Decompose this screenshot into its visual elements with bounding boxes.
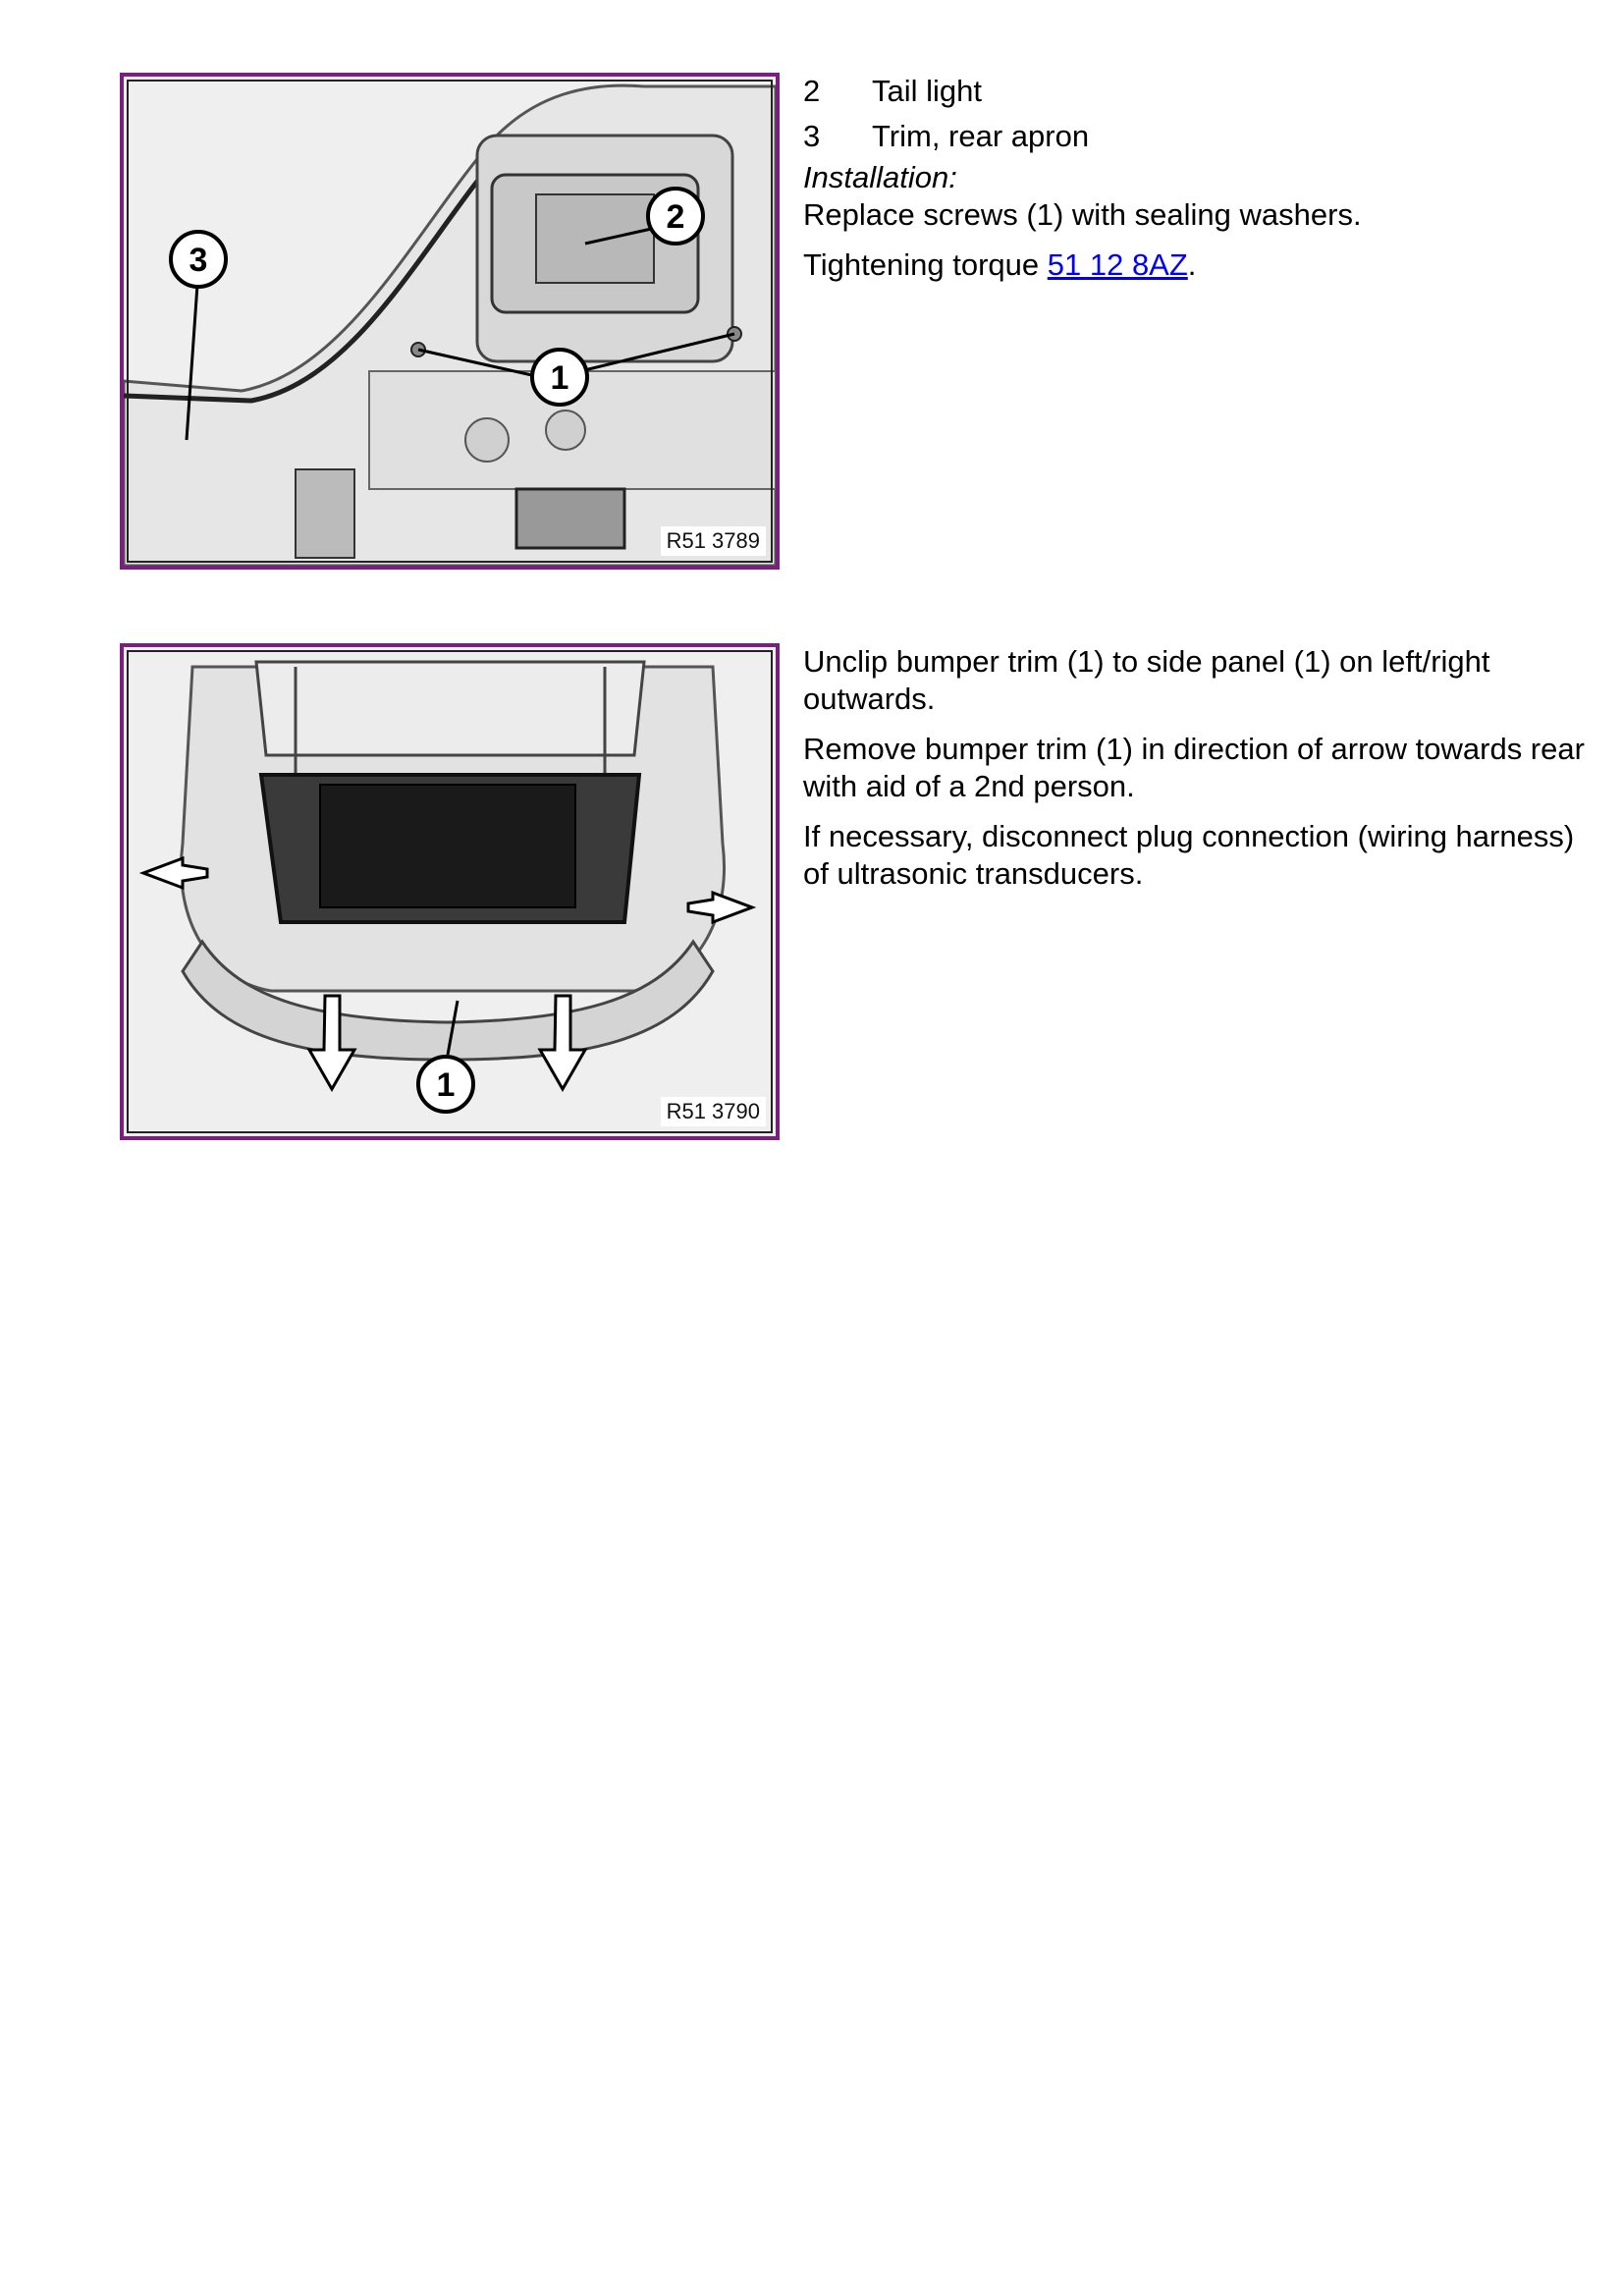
callout-3-label: 3 (189, 242, 208, 279)
figure-inner-border (127, 80, 773, 563)
installation-heading: Installation: (803, 160, 957, 194)
torque-suffix: . (1187, 247, 1197, 282)
torque-prefix: Tightening torque (803, 247, 1048, 282)
callout-2-label: 2 (666, 198, 685, 236)
instruction-step: Unclip bumper trim (1) to side panel (1) on left/right outwards. (803, 644, 1490, 716)
figure-reference: R51 3790 (661, 1097, 766, 1126)
legend-label: Tail light (872, 74, 982, 108)
legend-label: Trim, rear apron (872, 119, 1090, 153)
callout-1-label: 1 (550, 359, 569, 397)
callout-1-label: 1 (436, 1066, 456, 1104)
torque-spec-link[interactable]: 51 12 8AZ (1047, 247, 1188, 282)
torque-instruction (803, 246, 1589, 284)
figure-inner-border (127, 650, 773, 1133)
legend-item (803, 69, 1589, 114)
text-block-2 (803, 643, 1589, 905)
legend-number: 3 (803, 119, 821, 153)
figure-tail-light (120, 73, 780, 570)
instruction-step: Remove bumper trim (1) in direction of arrow towards rear with aid of a 2nd person. (803, 732, 1585, 803)
legend-number: 2 (803, 74, 821, 108)
legend-item (803, 114, 1589, 159)
text-block-1 (803, 69, 1589, 297)
instruction-step: Replace screws (1) with sealing washers. (803, 197, 1362, 232)
instruction-step: If necessary, disconnect plug connection (wiring harness) of ultrasonic transducers. (803, 819, 1575, 891)
figure-reference: R51 3789 (661, 526, 766, 556)
figure-bumper-trim (120, 643, 780, 1140)
